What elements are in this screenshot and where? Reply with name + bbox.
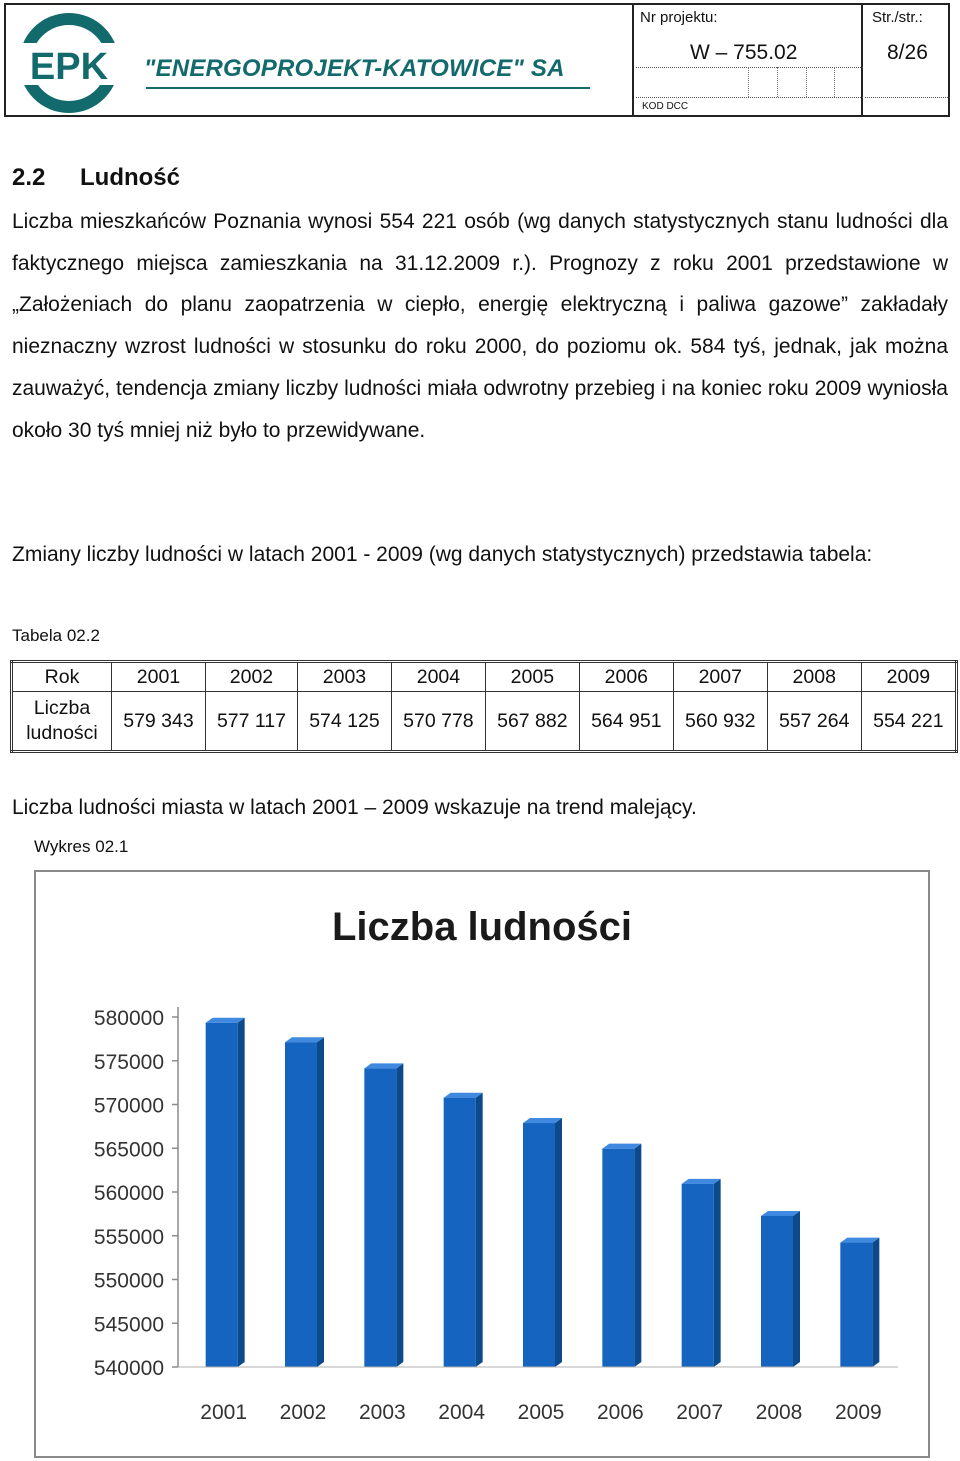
x-tick-label: 2003	[358, 1401, 406, 1424]
table-cell-population: 577 117	[205, 692, 297, 752]
header-rule	[636, 97, 863, 98]
project-number-label: Nr projektu:	[640, 9, 718, 26]
x-tick-label: 2007	[676, 1401, 724, 1424]
table-cell-population: 574 125	[297, 692, 391, 752]
table-cell-year: 2006	[579, 662, 673, 692]
y-tick-label: 570000	[93, 1094, 164, 1118]
bar-side	[238, 1018, 245, 1367]
table-cell-year: 2003	[297, 662, 391, 692]
table-cell-population: 567 882	[485, 692, 579, 752]
y-tick-label: 580000	[93, 1007, 164, 1030]
x-tick-label: 2004	[438, 1401, 486, 1424]
bar-side	[396, 1063, 403, 1367]
table-row-years	[12, 662, 957, 692]
bar	[523, 1123, 555, 1367]
bar	[602, 1149, 634, 1367]
chart-caption: Wykres 02.1	[34, 837, 129, 856]
table-row-population	[12, 692, 957, 752]
table-cell-year: 2008	[767, 662, 861, 692]
population-chart	[34, 870, 930, 1458]
bar	[206, 1023, 238, 1367]
header-rule	[636, 67, 863, 68]
x-tick-label: 2006	[596, 1401, 644, 1424]
bar-side	[634, 1144, 641, 1367]
y-tick-label: 555000	[93, 1225, 164, 1249]
epk-logo	[14, 9, 124, 113]
y-tick-label: 545000	[93, 1313, 164, 1337]
kod-cell-divider	[806, 67, 807, 97]
page-number: 8/26	[887, 41, 928, 64]
table-cell-year: 2007	[673, 662, 767, 692]
population-table	[10, 660, 958, 753]
logo-text: EPK	[29, 46, 109, 88]
table-cell-population: 570 778	[391, 692, 485, 752]
page-label: Str./str.:	[872, 9, 923, 26]
table-cell-population: 560 932	[673, 692, 767, 752]
row-header-population: Liczba ludności	[12, 692, 112, 752]
table-cell-population: 564 951	[579, 692, 673, 752]
document-header	[4, 3, 950, 117]
bar-side	[714, 1179, 721, 1367]
bar	[840, 1243, 872, 1367]
bar-side	[793, 1211, 800, 1367]
table-cell-population: 557 264	[767, 692, 861, 752]
trend-summary: Liczba ludności miasta w latach 2001 – 2009 wskazuje na trend malejący.	[12, 796, 697, 819]
header-divider	[861, 5, 863, 115]
bar	[682, 1184, 714, 1367]
table-cell-year: 2002	[205, 662, 297, 692]
bar-side	[476, 1093, 483, 1367]
table-cell-population: 579 343	[112, 692, 206, 752]
kod-cell-divider	[834, 67, 835, 97]
kod-cell-divider	[777, 67, 778, 97]
x-tick-label: 2008	[755, 1401, 803, 1424]
table-caption: Tabela 02.2	[12, 626, 100, 645]
kod-cell-divider	[748, 67, 749, 97]
y-tick-label: 565000	[93, 1138, 164, 1162]
company-name: "ENERGOPROJEKT-KATOWICE" SA	[144, 55, 565, 82]
y-tick-label: 575000	[93, 1050, 164, 1074]
bar-side	[317, 1037, 324, 1367]
company-underline	[146, 87, 590, 89]
x-tick-label: 2009	[834, 1401, 882, 1424]
table-intro-paragraph: Zmiany liczby ludności w latach 2001 - 2009 (wg danych statystycznych) przedstawia tabela:	[12, 543, 873, 566]
bar	[285, 1042, 317, 1367]
y-tick-label: 550000	[93, 1269, 164, 1293]
table-cell-year: 2004	[391, 662, 485, 692]
y-tick-label: 540000	[93, 1357, 164, 1380]
x-tick-label: 2001	[200, 1401, 248, 1424]
row-header-year: Rok	[12, 662, 112, 692]
kod-dcc-label: KOD DCC	[642, 101, 689, 112]
project-number-value: W – 755.02	[690, 41, 798, 64]
intro-paragraph: Liczba mieszkańców Poznania wynosi 554 221 osób (wg danych statystycznych stanu ludności dla faktycznego miejsca zamieszkania na 31.12.2009 r.). Prognozy z roku 2001 przedstawione w „Założeniach do planu zaopatrzenia w ciepło, energię elektryczną i paliwa gazowe” zakładały nieznaczny wzrost ludności w stosunku do roku 2000, do poziomu ok. 584 tyś, jednak, jak można zauważyć, tendencja zmiany liczby ludności miała odwrotny przebieg i na koniec roku 2009 wyniosła około 30 tyś mniej niż było to przewidywane.	[12, 210, 948, 442]
table-cell-year: 2001	[112, 662, 206, 692]
bar	[761, 1216, 793, 1367]
section-number: 2.2	[12, 164, 46, 191]
bar-side	[555, 1118, 562, 1367]
y-tick-label: 560000	[93, 1182, 164, 1205]
x-tick-label: 2005	[517, 1401, 565, 1424]
section-title: Ludność	[80, 164, 180, 191]
chart-canvas	[36, 872, 928, 1456]
bar	[364, 1068, 396, 1367]
header-divider	[632, 5, 634, 115]
section-heading	[12, 164, 180, 192]
table-cell-year: 2009	[861, 662, 956, 692]
table-cell-population: 554 221	[861, 692, 956, 752]
header-rule	[865, 97, 950, 98]
bar	[444, 1098, 476, 1367]
x-tick-label: 2002	[279, 1401, 327, 1424]
bar-side	[872, 1238, 879, 1367]
table-cell-year: 2005	[485, 662, 579, 692]
chart-title: Liczba ludności	[331, 905, 633, 949]
